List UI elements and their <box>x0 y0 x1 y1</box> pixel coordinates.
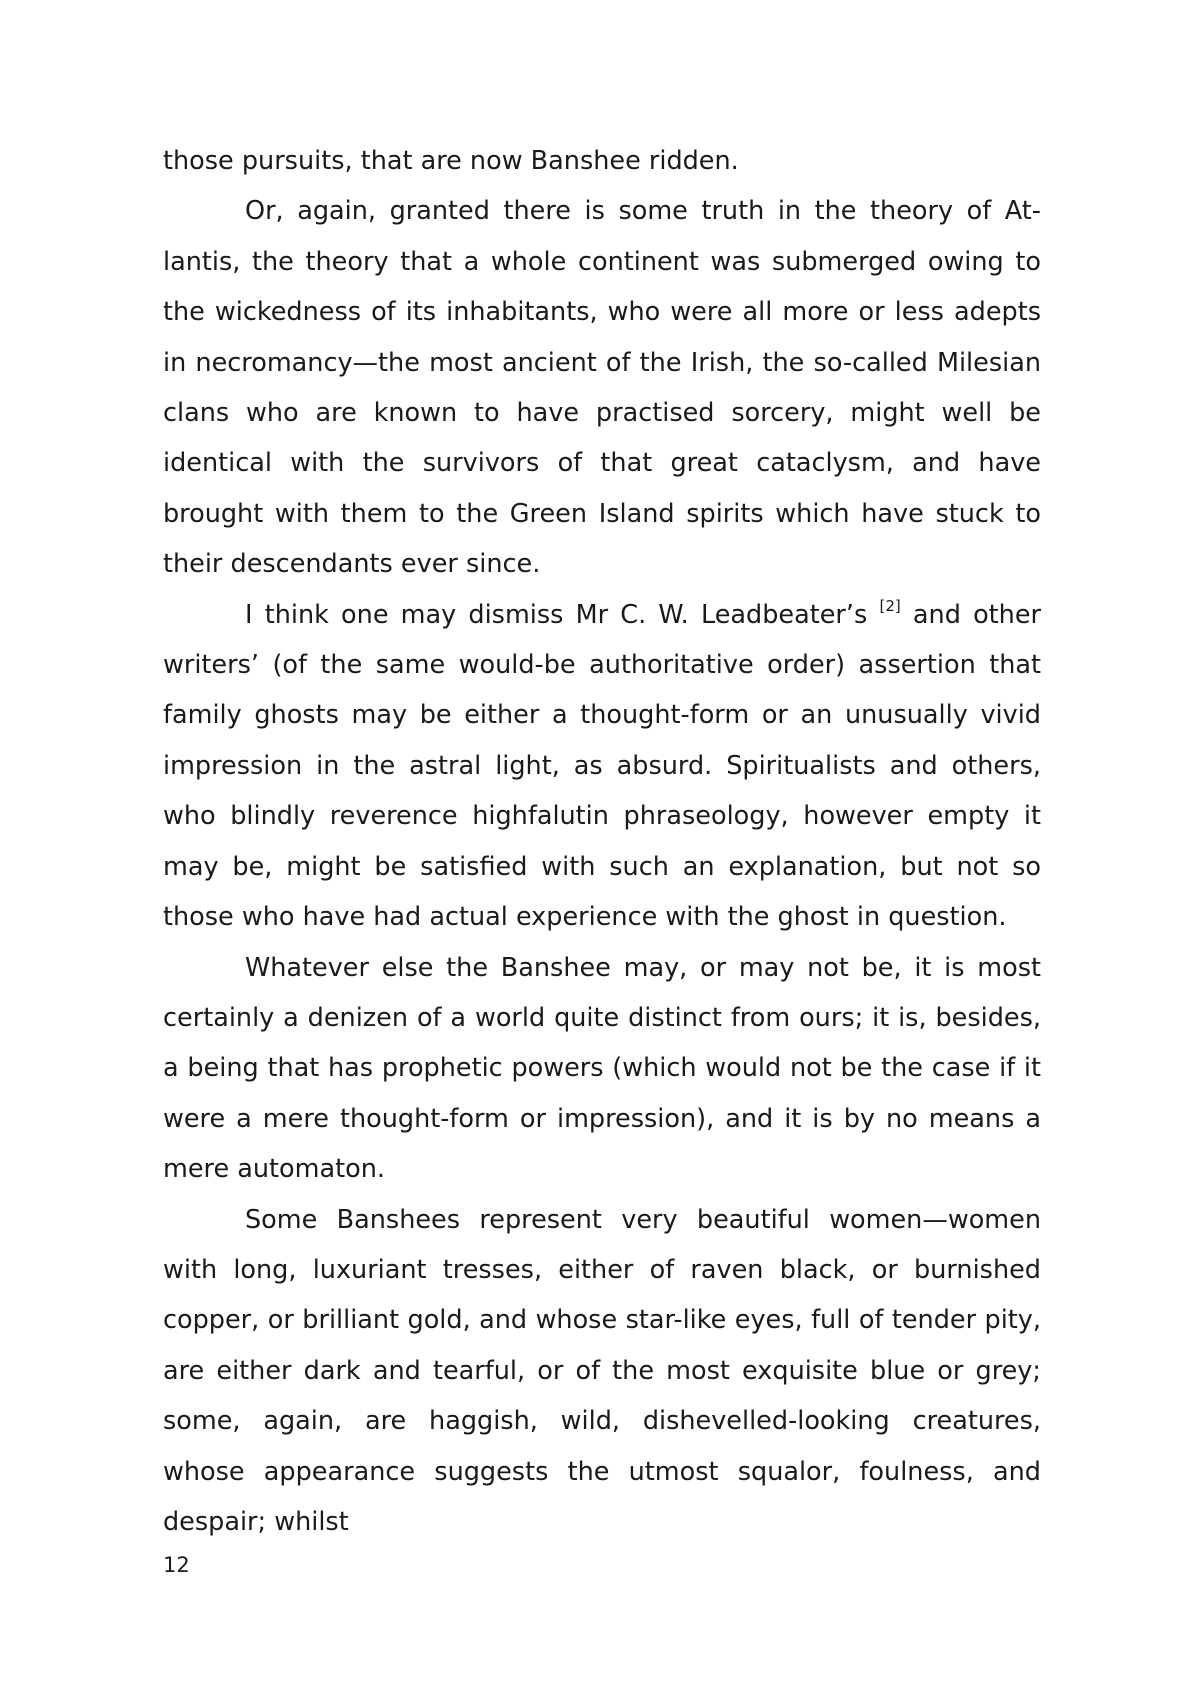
paragraph-banshee-appearance: Some Banshees represent very beautiful women—women with long, luxuriant tresses, either of raven black, or burnished copper, or brilliant gold, and whose star-like eyes, full of tender pity, are either dark and tearful, or of the most exquisite blue or grey; some, again, are haggish, wild, dishevelled-looking creatures, whose appearance suggests the utmost squalor, foulness, and despair; whilst <box>163 1204 1041 1537</box>
paragraph-continuation: those pursuits, that are now Banshee ridden. <box>163 146 739 176</box>
paragraph-leadbeater <box>163 590 1041 943</box>
paragraph-atlantis-theory: Or, again, granted there is some truth in the theory of Atlantis, the theory that a whole continent was submerged owing to the wickedness of its inhabitants, who were all more or less adepts in necromancy—the most ancient of the Irish, the so-called Milesian clans who are known to have practised sorcery, might well be identical with the survivors of that great cataclysm, and have brought with them to the Green Island spirits which have stuck to their descendants ever since. <box>163 196 1041 580</box>
footnote-reference[interactable]: [2] <box>879 597 901 616</box>
body-text <box>163 136 1041 1547</box>
paragraph-leadbeater-text-before: I think one may dismiss Mr C. W. Leadbeater’s <box>245 599 880 630</box>
page-number: 12 <box>163 1553 190 1577</box>
paragraph-leadbeater-text-after: and other writers’ (of the same would-be authoritative order) assertion that family ghosts may be either a thought-form or an unusually vivid impression in the astral light, as absurd. Spiritualists and others, who blindly reverence highfalutin phraseology, however empty it may be, might be satisfied with such an explanation, but not so those who have had actual experience with the ghost in question. <box>163 599 1041 933</box>
paragraph-banshee-nature: Whatever else the Banshee may, or may not be, it is most certainly a denizen of a world quite distinct from ours; it is, besides, a being that has prophetic powers (which would not be the case if it were a mere thought-form or impression), and it is by no means a mere automaton. <box>163 952 1041 1185</box>
